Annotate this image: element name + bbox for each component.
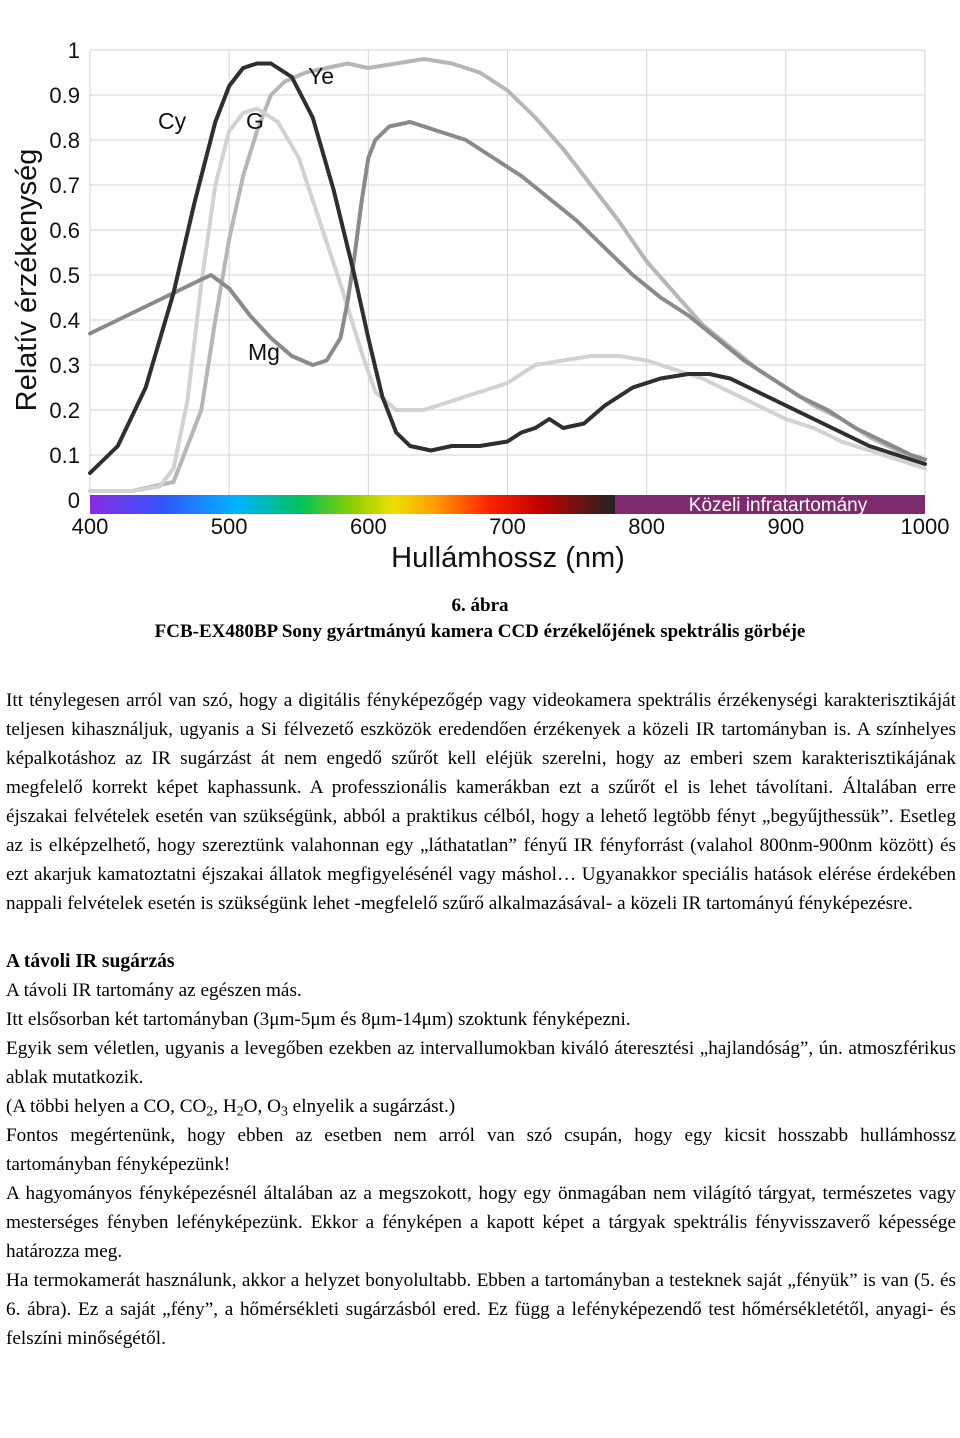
paragraph-absorption: (A többi helyen a CO, $CO_2$, $H_2O$, $O_3$ elnyelik a sugárzást.) [6,1096,456,1119]
x-tick-label: 800 [628,514,666,539]
y-tick-label: 0.4 [49,308,80,333]
y-tick-label: 1 [67,38,80,63]
figure-caption: FCB-EX480BP Sony gyártmányú kamera CCD érzékelőjének spektrális görbéje [154,621,806,642]
x-axis-title: Hullámhossz (nm) [391,542,625,574]
y-tick-label: 0.8 [49,128,80,153]
visible-spectrum-bar [90,495,615,514]
y-tick-label: 0.9 [49,83,80,108]
series-label-mg: Mg [248,339,280,365]
paragraph-far-ir-bands: Itt elsősorban két tartományban (3μm-5μm és 8μm-14μm) szoktunk fényképezni. [6,1009,631,1030]
y-tick-label: 0.7 [49,173,80,198]
section-heading: A távoli IR sugárzás [6,951,175,972]
x-axis-ticks [72,514,950,539]
y-tick-label: 0.3 [49,353,80,378]
x-tick-label: 1000 [900,514,950,539]
series-label-g: G [246,108,264,134]
x-tick-label: 500 [210,514,248,539]
x-tick-label: 400 [71,514,109,539]
figure-number: 6. ábra [451,595,509,616]
paragraph-traditional-photo: A hagyományos fényképezésnél általában az a megszokott, hogy egy önmagában nem világító tárgyat, természetes vagy mesterséges fényben lefényképezünk. Ekkor a fényképen a kapott képet a tárgyak spektrális fényvisszaverő képessége határozza meg. [6,1183,956,1262]
y-tick-label: 0.2 [49,398,80,423]
article-body [6,686,956,1353]
paragraph-thermal-camera: Ha termokamerát használunk, akkor a helyzet bonyolultabb. Ebben a tartományban a testeknek saját „fényük” is van (5. és 6. ábra). Ez a saját „fény”, a hőmérsékleti sugárzásból ered. Ez függ a lefényképezendő test hőmérsékletétől, anyagi- és felszíni minőségétől. [6,1270,956,1349]
y-tick-label: 0.6 [49,218,80,243]
y-tick-label: 0 [67,488,80,513]
x-tick-label: 900 [767,514,805,539]
paragraph-atmospheric-window: Egyik sem véletlen, ugyanis a levegőben ezekben az intervallumokban kiváló áteresztési „hajlandóság”, ún. atmoszférikus ablak mutatkozik. [6,1038,956,1088]
x-tick-label: 600 [349,514,387,539]
y-tick-label: 0.5 [49,263,80,288]
near-infrared-band-label: Közeli infratartomány [688,495,868,516]
paragraph-important: Fontos megértenünk, hogy ebben az esetben nem arról van szó csupán, hogy egy kicsit hosszabb hullámhossz tartományban fényképezünk! [6,1125,956,1175]
series-label-cy: Cy [158,108,187,134]
y-axis-ticks [49,38,80,513]
spectral-chart [0,0,960,590]
y-axis-title: Relatív érzékenység [11,148,43,412]
x-tick-label: 700 [489,514,526,539]
paragraph-far-ir-intro: A távoli IR tartomány az egészen más. [6,980,302,1001]
paragraph-near-ir: Itt ténylegesen arról van szó, hogy a digitális fényképezőgép vagy videokamera spektrális érzékenységi karakterisztikáját teljesen kihasználjuk, ugyanis a Si félvezető eszközök eredendően érzékenyek a közeli IR tartományban is. A színhelyes képalkotáshoz az IR sugárzást át nem engedő szűrőt kell eléjük szerelni, hogy az emberi szem karakterisztikájának megfelelő korrekt képet kaphassunk. A professzionális kamerákban ezt a szűrőt el is lehet távolítani. Általában erre éjszakai felvételek esetén van szükségünk, abból a praktikus célból, hogy a lehető legtöbb fényt „begyűjthessük”. Esetleg az is elképzelhető, hogy szereztünk valahonnan egy „láthatatlan” fényű IR fényforrást (valahol 800nm-900nm között) és ezt akarjuk kamatoztatni éjszakai állatok megfigyelésénél vagy máshol… Ugyanakkor speciális hatások elérése érdekében nappali felvételek esetén is szükségünk lehet -megfelelő szűrő alkalmazásával- a közeli IR tartományú fényképezésre. [6,690,956,914]
series-label-ye: Ye [308,63,335,89]
y-tick-label: 0.1 [49,443,80,468]
